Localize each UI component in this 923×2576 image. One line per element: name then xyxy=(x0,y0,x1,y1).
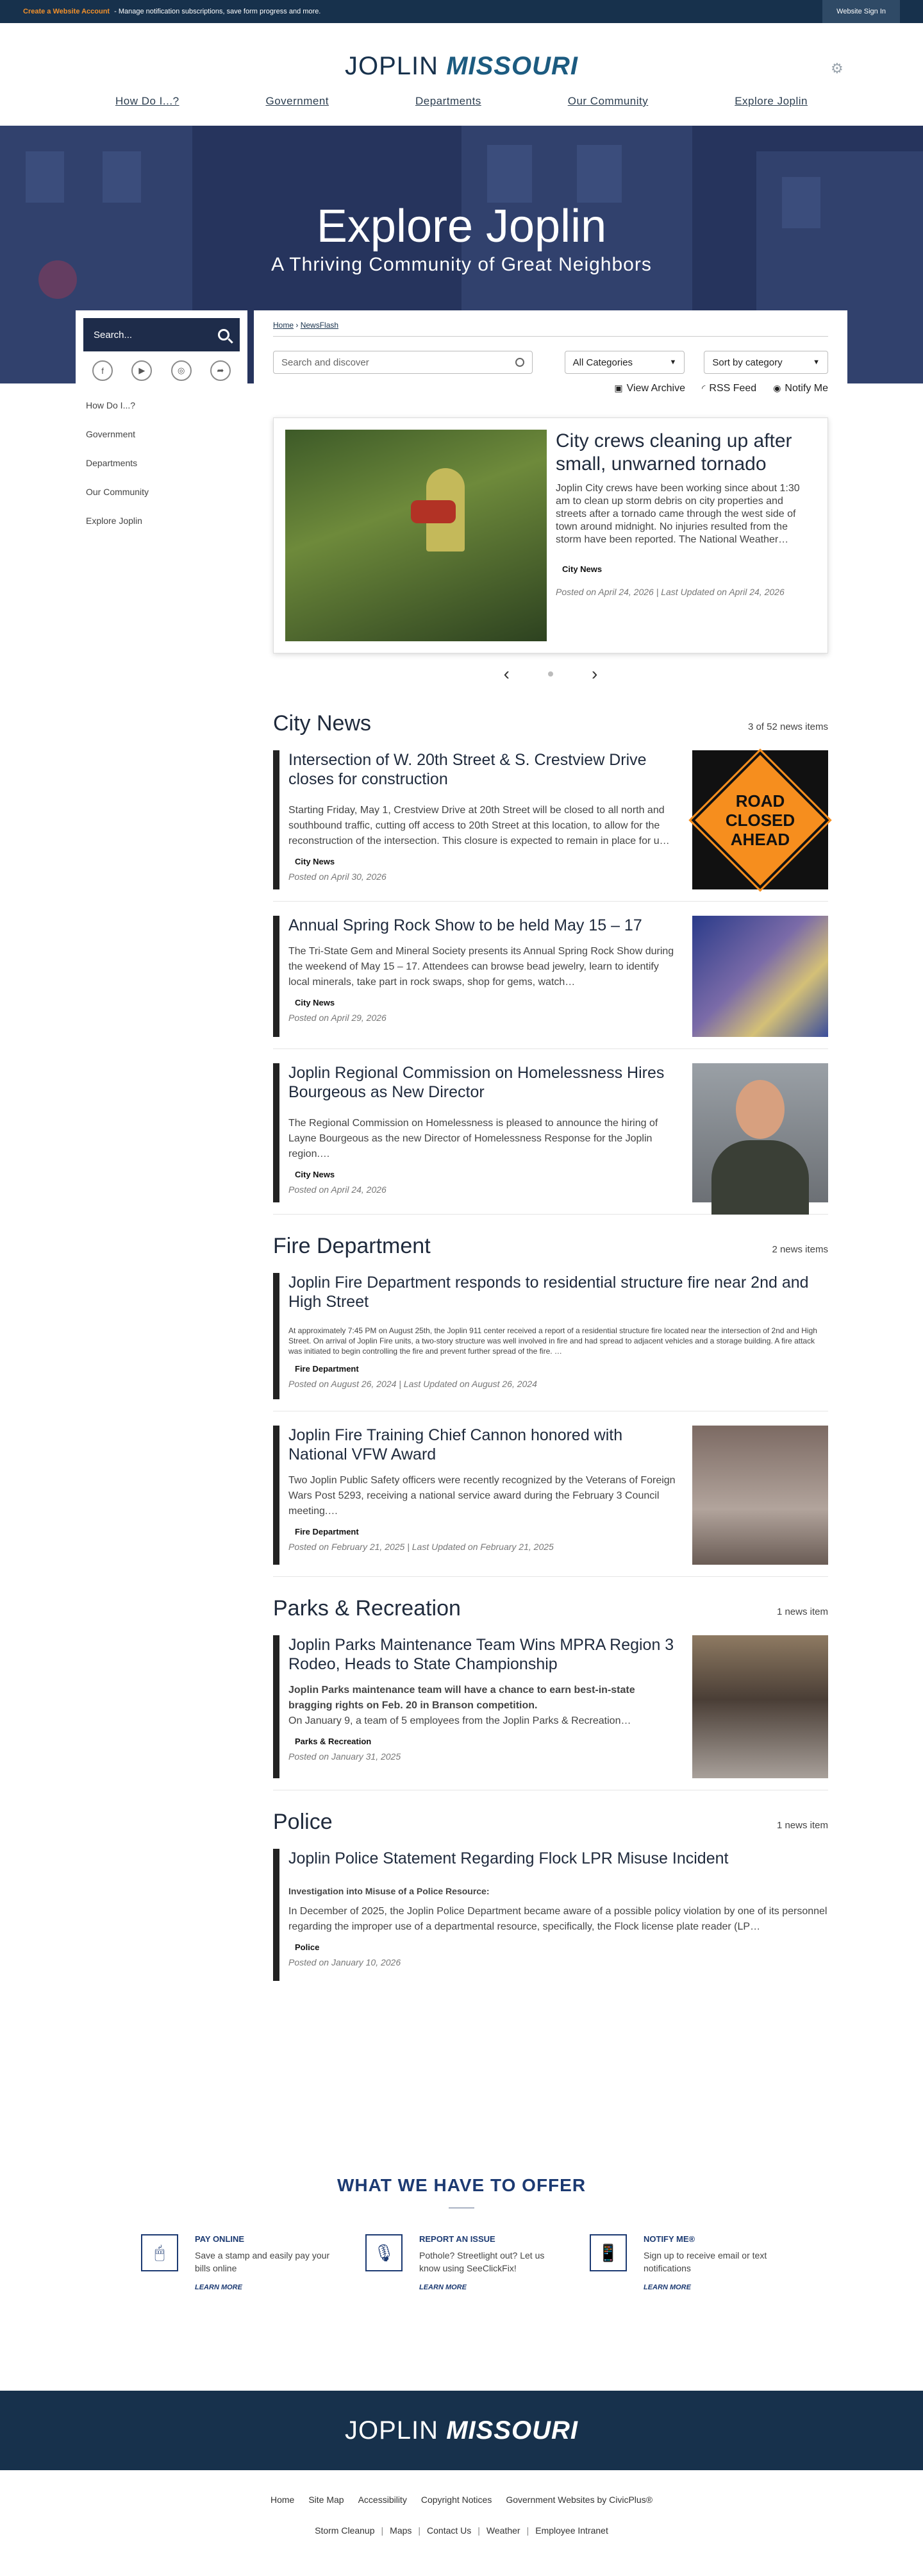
featured-news-text: Joplin City crews have been working since about 1:30 am to clean up storm debris on city properties and streets after a tornado came through the west side of town around midnight. No injuries resulted from the storm have been reported. The National Weather… xyxy=(556,483,800,545)
news-item-text: In December of 2025, the Joplin Police Department became aware of a possible policy violation by one of its personnel regarding the improper use of a departmental resource, specifically, the Flock license plate reader (LP… xyxy=(288,1906,827,1932)
nav-departments[interactable]: Departments xyxy=(415,95,481,107)
news-item[interactable] xyxy=(273,1273,828,1411)
share-icon[interactable]: ➦ xyxy=(210,360,231,381)
phone-notify-icon: 📱 xyxy=(590,2234,627,2271)
featured-news-title[interactable]: City crews cleaning up after small, unwarned tornado xyxy=(556,430,792,475)
sidebar-item-how-do-i[interactable]: How Do I...? xyxy=(86,400,136,410)
nav-government[interactable]: Government xyxy=(265,95,329,107)
microphone-icon: 🎙 xyxy=(365,2234,403,2271)
category-select[interactable] xyxy=(565,351,685,374)
news-item-date: Posted on January 31, 2025 xyxy=(288,1751,401,1762)
website-sign-in-button[interactable]: Website Sign In xyxy=(822,0,900,23)
sidebar-search-placeholder: Search... xyxy=(94,329,133,341)
footer-link-storm-cleanup[interactable]: Storm Cleanup xyxy=(315,2525,375,2536)
pay-online-card[interactable] xyxy=(141,2234,333,2291)
news-item[interactable] xyxy=(273,1635,828,1790)
rss-feed-label: RSS Feed xyxy=(709,383,757,394)
newsflash-content xyxy=(254,310,847,1992)
news-item[interactable] xyxy=(273,916,828,1049)
award-ceremony-image xyxy=(692,1426,828,1565)
parks-team-image xyxy=(692,1635,828,1778)
view-archive-label: View Archive xyxy=(626,383,685,394)
nav-explore-joplin[interactable]: Explore Joplin xyxy=(735,95,808,107)
news-item-text: On January 9, a team of 5 employees from the Joplin Parks & Recreation… xyxy=(288,1715,631,1726)
card-text: Sign up to receive email or text notifications xyxy=(644,2250,767,2273)
news-item-date: Posted on August 26, 2024 | Last Updated on August 26, 2024 xyxy=(288,1379,537,1389)
report-issue-card[interactable] xyxy=(365,2234,558,2291)
category-select-value: All Categories xyxy=(572,357,633,368)
section-count: 2 news items xyxy=(772,1244,828,1255)
breadcrumb-divider xyxy=(273,336,828,337)
nav-our-community[interactable]: Our Community xyxy=(567,95,649,107)
logo-state: MISSOURI xyxy=(446,52,578,80)
news-item-text: Starting Friday, May 1, Crestview Drive at 20th Street will be closed to all north and southbound traffic, cutting off access to 20th Street at this location, to allow for the reconstruction of the intersection. This closure is expected to remain in place for u… xyxy=(288,805,670,846)
instagram-icon[interactable]: ◎ xyxy=(171,360,192,381)
breadcrumb: Home › NewsFlash xyxy=(273,321,339,330)
card-title[interactable]: PAY ONLINE xyxy=(195,2234,245,2244)
featured-news-image xyxy=(285,430,547,641)
news-search-placeholder: Search and discover xyxy=(281,357,369,368)
news-item-text: At approximately 7:45 PM on August 25th, the Joplin 911 center received a report of a residential structure fire located near the intersection of 2nd and High Street. On arrival of Joplin Fire units, a two-story structure was well involved in fire and had spread to adjacent vehicles and a storage building. A fire attack was initiated to begin controlling the fire and prevent further spread of the fire. … xyxy=(288,1326,817,1356)
sidebar-item-departments[interactable]: Departments xyxy=(86,458,138,468)
footer-link-home[interactable]: Home xyxy=(270,2495,295,2505)
footer-link-accessibility[interactable]: Accessibility xyxy=(358,2495,407,2505)
news-item-title[interactable]: Joplin Fire Department responds to residential structure fire near 2nd and High Street xyxy=(288,1274,809,1311)
footer-logo-state: MISSOURI xyxy=(446,2416,578,2445)
news-item-date: Posted on February 21, 2025 | Last Updated on February 21, 2025 xyxy=(288,1542,554,1552)
gem-rock-image xyxy=(692,916,828,1037)
news-item-tag[interactable]: City News xyxy=(288,1167,341,1182)
footer-link-civicplus[interactable]: Government Websites by CivicPlus® xyxy=(506,2495,653,2505)
news-item-date: Posted on April 29, 2026 xyxy=(288,1013,387,1023)
news-item[interactable] xyxy=(273,750,828,902)
section-title[interactable]: Police xyxy=(273,1810,333,1834)
logo-city: JOPLIN xyxy=(345,52,439,80)
section-title[interactable]: Parks & Recreation xyxy=(273,1596,461,1621)
offer-section xyxy=(0,2175,923,2291)
search-icon[interactable] xyxy=(218,329,229,341)
news-item[interactable] xyxy=(273,1426,828,1577)
site-logo[interactable] xyxy=(0,52,923,81)
youtube-icon[interactable]: ▶ xyxy=(131,360,152,381)
section-count: 1 news item xyxy=(776,1820,828,1831)
facebook-icon[interactable]: f xyxy=(92,360,113,381)
notify-me-link[interactable] xyxy=(773,383,828,394)
account-message-text: - Manage notification subscriptions, save form progress and more. xyxy=(114,8,321,15)
search-icon[interactable] xyxy=(515,358,524,367)
news-item-tag[interactable]: Fire Department xyxy=(288,1524,365,1539)
news-item-tag[interactable]: Fire Department xyxy=(288,1361,365,1376)
featured-news-date: Posted on April 24, 2026 | Last Updated on April 24, 2026 xyxy=(556,587,785,597)
footer-logo-band xyxy=(0,2391,923,2470)
section-fire-department xyxy=(273,1234,828,1577)
carousel-dot[interactable] xyxy=(548,671,553,677)
road-closed-sign-image xyxy=(692,750,828,889)
news-item-lead: Investigation into Misuse of a Police Resource: xyxy=(288,1886,490,1896)
footer-link-site-map[interactable]: Site Map xyxy=(308,2495,344,2505)
footer-link-contact-us[interactable]: Contact Us xyxy=(427,2525,472,2536)
news-item-title[interactable]: Joplin Parks Maintenance Team Wins MPRA Region 3 Rodeo, Heads to State Championship xyxy=(288,1636,674,1673)
news-actions xyxy=(273,383,828,394)
footer-link-weather[interactable]: Weather xyxy=(486,2525,520,2536)
news-item-text: The Tri-State Gem and Mineral Society presents its Annual Spring Rock Show during the weekend of May 15 – 17. Attendees can browse bead jewelry, learn to identify local minerals, take part in rock swaps, shop for gems, watch… xyxy=(288,946,674,988)
news-item-title[interactable]: Annual Spring Rock Show to be held May 15 – 17 xyxy=(288,916,642,934)
section-title[interactable]: Fire Department xyxy=(273,1234,431,1258)
news-item-lead: Joplin Parks maintenance team will have a chance to earn best-in-state bragging rights on Feb. 20 in Branson competition. xyxy=(288,1685,635,1711)
news-item-tag[interactable]: City News xyxy=(288,854,341,869)
footer-link-maps[interactable]: Maps xyxy=(390,2525,412,2536)
learn-more-link[interactable]: LEARN MORE xyxy=(644,2284,691,2291)
chevron-right-icon[interactable]: › xyxy=(592,664,598,684)
sidebar xyxy=(76,310,247,535)
site-header xyxy=(0,23,923,126)
footer-links-secondary: Storm Cleanup | Maps | Contact Us | Weather | Employee Intranet xyxy=(315,2525,608,2536)
social-links xyxy=(76,351,247,381)
section-city-news xyxy=(273,711,828,1215)
breadcrumb-home[interactable]: Home xyxy=(273,321,294,330)
learn-more-link[interactable]: LEARN MORE xyxy=(195,2284,242,2291)
sidebar-item-our-community[interactable]: Our Community xyxy=(86,487,149,497)
featured-news-card[interactable] xyxy=(273,417,828,653)
notify-me-card[interactable] xyxy=(590,2234,782,2291)
offer-divider xyxy=(449,2207,474,2209)
news-item-date: Posted on April 24, 2026 xyxy=(288,1184,387,1195)
sidebar-nav xyxy=(76,391,247,535)
section-parks-recreation xyxy=(273,1596,828,1790)
breadcrumb-newsflash[interactable]: NewsFlash xyxy=(300,321,339,330)
news-item[interactable] xyxy=(273,1063,828,1215)
news-item-date: Posted on April 30, 2026 xyxy=(288,871,387,882)
sidebar-search[interactable] xyxy=(83,318,240,351)
hero-subtitle: A Thriving Community of Great Neighbors xyxy=(271,254,652,275)
sort-select-value: Sort by category xyxy=(712,357,783,368)
news-item-tag[interactable]: Police xyxy=(288,1940,326,1955)
create-account-link[interactable]: Create a Website Account xyxy=(23,8,110,15)
carousel-pager xyxy=(273,664,828,684)
chevron-left-icon[interactable]: ‹ xyxy=(503,664,510,684)
featured-news-tag[interactable]: City News xyxy=(556,562,608,577)
card-title[interactable]: NOTIFY ME® xyxy=(644,2234,695,2244)
news-item-date: Posted on January 10, 2026 xyxy=(288,1957,401,1967)
bell-icon: ◉ xyxy=(773,383,781,393)
account-message xyxy=(23,8,320,15)
main-navigation xyxy=(115,95,808,108)
news-search-input[interactable] xyxy=(273,351,533,374)
news-item-text: The Regional Commission on Homelessness is pleased to announce the hiring of Layne Bourgeous as the new Director of Homelessness Response for the Joplin region.… xyxy=(288,1118,658,1159)
archive-icon: ▣ xyxy=(614,383,623,393)
rss-icon: ◜ xyxy=(701,383,706,393)
news-item-title[interactable]: Intersection of W. 20th Street & S. Crestview Drive closes for construction xyxy=(288,751,647,788)
road-sign-text: ROAD CLOSED AHEAD xyxy=(725,791,795,849)
footer-link-copyright[interactable]: Copyright Notices xyxy=(420,2495,492,2505)
section-count: 1 news item xyxy=(776,1606,828,1617)
nav-how-do-i[interactable]: How Do I...? xyxy=(115,95,179,107)
top-notification-bar xyxy=(0,0,923,23)
offer-title: WHAT WE HAVE TO OFFER xyxy=(337,2175,586,2195)
hero-title: Explore Joplin xyxy=(316,201,607,252)
card-text: Save a stamp and easily pay your bills online xyxy=(195,2250,330,2273)
news-item[interactable] xyxy=(273,1849,828,1992)
footer-logo-city: JOPLIN xyxy=(345,2416,439,2445)
section-count: 3 of 52 news items xyxy=(747,721,828,732)
sidebar-item-government[interactable]: Government xyxy=(86,429,136,439)
chevron-down-icon: ▼ xyxy=(813,358,820,366)
news-item-tag[interactable]: City News xyxy=(288,995,341,1010)
card-title[interactable]: REPORT AN ISSUE xyxy=(419,2234,495,2244)
footer-link-employee-intranet[interactable]: Employee Intranet xyxy=(535,2525,608,2536)
news-item-title[interactable]: Joplin Police Statement Regarding Flock LPR Misuse Incident xyxy=(288,1849,729,1867)
news-item-title[interactable]: Joplin Fire Training Chief Cannon honored with National VFW Award xyxy=(288,1426,623,1463)
news-item-text: Two Joplin Public Safety officers were recently recognized by the Veterans of Foreign Wars Post 5293, receiving a national service award during the February 3 Council meeting.… xyxy=(288,1475,676,1517)
director-portrait-image xyxy=(692,1063,828,1202)
section-police xyxy=(273,1810,828,1992)
view-archive-link[interactable] xyxy=(614,383,685,394)
section-title[interactable]: City News xyxy=(273,711,372,736)
sort-select[interactable] xyxy=(704,351,828,374)
chevron-down-icon: ▼ xyxy=(669,358,677,366)
card-text: Pothole? Streetlight out? Let us know using SeeClickFix! xyxy=(419,2250,545,2273)
news-item-tag[interactable]: Parks & Recreation xyxy=(288,1734,378,1749)
notify-me-label: Notify Me xyxy=(785,383,828,394)
news-filters xyxy=(273,351,828,374)
news-item-title[interactable]: Joplin Regional Commission on Homelessness Hires Bourgeous as New Director xyxy=(288,1064,665,1101)
gear-icon[interactable]: ⚙ xyxy=(831,60,844,76)
footer-links xyxy=(0,2495,923,2505)
sidebar-item-explore-joplin[interactable]: Explore Joplin xyxy=(86,516,142,526)
learn-more-link[interactable]: LEARN MORE xyxy=(419,2284,467,2291)
mouse-icon: 🖱 xyxy=(141,2234,178,2271)
rss-feed-link[interactable] xyxy=(702,383,756,394)
